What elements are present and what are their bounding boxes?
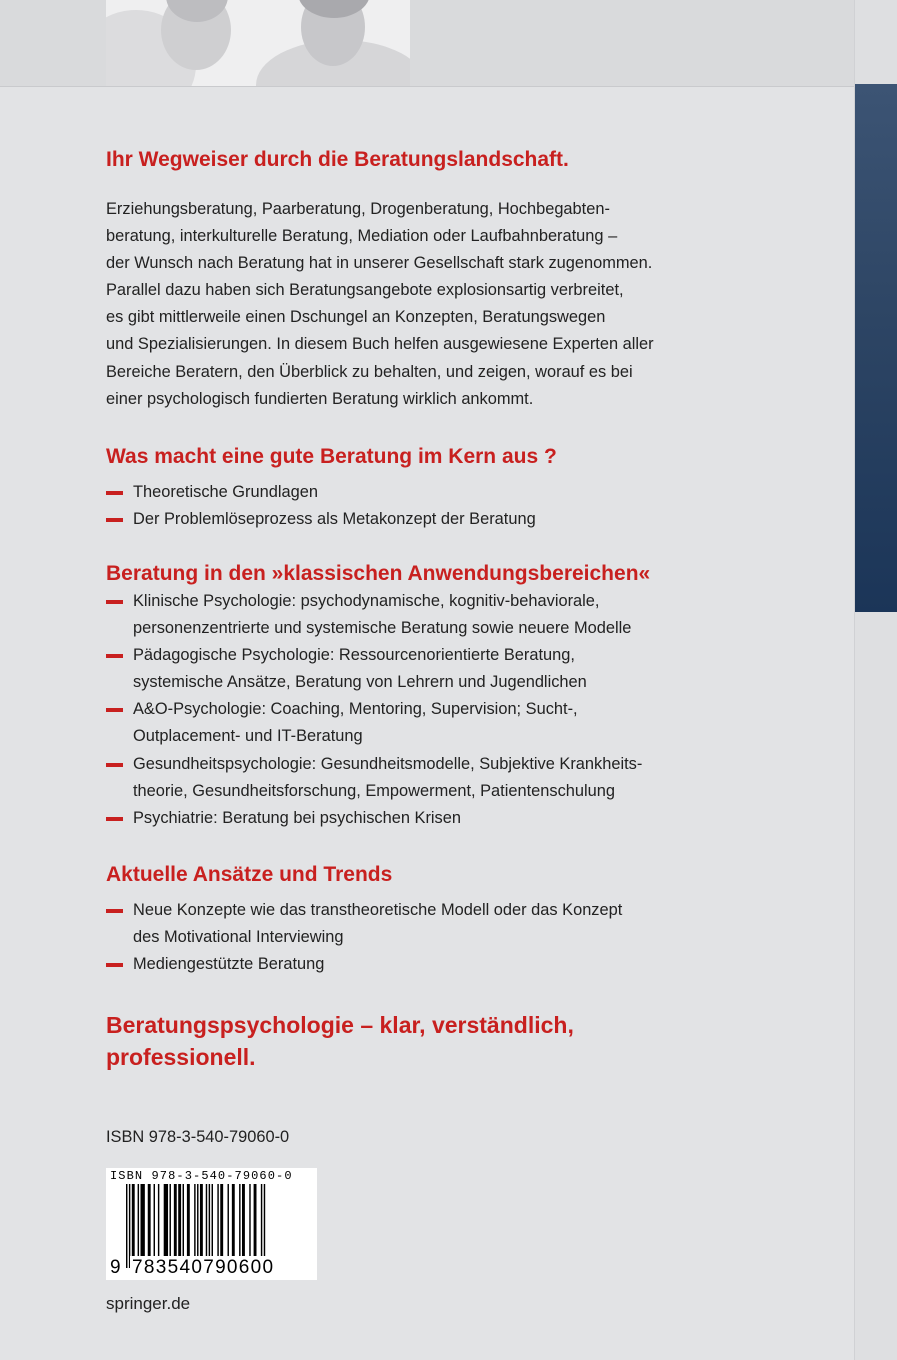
bullet-list-trends (106, 897, 622, 978)
isbn-label: ISBN 978-3-540-79060-0 (106, 1128, 290, 1146)
barcode-bar (132, 1184, 135, 1256)
list-item: A&O-Psychologie: Coaching, Mentoring, Supervision; Sucht-, Outplacement- und IT-Beratung (106, 696, 642, 750)
barcode-bar (183, 1184, 184, 1256)
main-headline: Ihr Wegweiser durch die Beratungslandschaft. (106, 148, 569, 171)
intro-line: und Spezialisierungen. In diesem Buch helfen ausgewiesene Experten aller (106, 335, 654, 354)
cover-photo (106, 0, 410, 86)
barcode-bar (206, 1184, 207, 1256)
bullet-dash (106, 491, 123, 495)
intro-line: einer psychologisch fundierten Beratung wirklich ankommt. (106, 389, 534, 408)
barcode-bar (212, 1184, 213, 1256)
intro-line: der Wunsch nach Beratung hat in unserer Gesellschaft stark zugenommen. (106, 254, 653, 273)
list-item: Neue Konzepte wie das transtheoretische Modell oder das Konzept des Motivational Interviewing (106, 897, 622, 951)
barcode-bar (170, 1184, 171, 1256)
barcode-bar (232, 1184, 235, 1256)
bullet-dash (106, 600, 123, 604)
barcode-bar (194, 1184, 195, 1256)
barcode-bar (200, 1184, 203, 1256)
spine-color-band (855, 84, 897, 612)
barcode-bar (158, 1184, 159, 1256)
barcode-bar (141, 1184, 145, 1256)
barcode-bar (178, 1184, 181, 1256)
intro-line: beratung, interkulturelle Beratung, Mediation oder Laufbahnberatung – (106, 227, 618, 246)
barcode-digit-group: 783540790600 (132, 1257, 275, 1278)
closing-line: professionell. (106, 1044, 256, 1070)
bullet-dash (106, 708, 123, 712)
barcode-bar (254, 1184, 257, 1256)
closing-line: Beratungspsychologie – klar, verständlich, (106, 1012, 574, 1038)
barcode-bar (138, 1184, 139, 1256)
cover-photo-strip (0, 0, 855, 87)
intro-line: Parallel dazu haben sich Beratungsangebote explosionsartig verbreitet, (106, 281, 624, 300)
bullet-dash (106, 518, 123, 522)
section-heading-applications: Beratung in den »klassischen Anwendungsbereichen« (106, 562, 651, 585)
section-heading-core: Was macht eine gute Beratung im Kern aus ? (106, 445, 557, 468)
bullet-dash (106, 909, 123, 913)
barcode-bar (148, 1184, 151, 1256)
list-item: Mediengestützte Beratung (106, 951, 622, 978)
barcode-bar (209, 1184, 210, 1256)
barcode-bar (154, 1184, 155, 1256)
intro-paragraph (106, 196, 666, 413)
intro-line: Bereiche Beratern, den Überblick zu behalten, und zeigen, worauf es bei (106, 362, 633, 381)
bullet-dash (106, 817, 123, 821)
barcode-bar (164, 1184, 168, 1256)
section-heading-trends: Aktuelle Ansätze und Trends (106, 863, 393, 886)
intro-line: es gibt mittlerweile einen Dschungel an Konzepten, Beratungswegen (106, 308, 606, 327)
list-item: Pädagogische Psychologie: Ressourcenorientierte Beratung, systemische Ansätze, Beratung von Lehrern und Jugendlichen (106, 642, 642, 696)
barcode-bar (174, 1184, 177, 1256)
list-item: Klinische Psychologie: psychodynamische, kognitiv-behaviorale, personenzentrierte und systemische Beratung sowie neuere Modelle (106, 588, 642, 642)
barcode-bar (242, 1184, 245, 1256)
barcode-bar (220, 1184, 223, 1256)
barcode-first-digit: 9 (110, 1257, 121, 1278)
bullet-list-core (106, 479, 536, 533)
list-item: Der Problemlöseprozess als Metakonzept der Beratung (106, 506, 536, 533)
barcode-bar (217, 1184, 218, 1256)
barcode-bar (197, 1184, 198, 1256)
barcode-digits (106, 1256, 317, 1280)
list-item: Theoretische Grundlagen (106, 479, 536, 506)
barcode-bar (187, 1184, 190, 1256)
isbn-barcode (106, 1168, 317, 1280)
bullet-dash (106, 654, 123, 658)
closing-slogan (106, 1009, 574, 1073)
bullet-dash (106, 763, 123, 767)
barcode-bar (228, 1184, 229, 1256)
barcode-bar (239, 1184, 240, 1256)
barcode-bar (249, 1184, 250, 1256)
bullet-list-applications (106, 588, 642, 832)
barcode-isbn-text: ISBN 978-3-540-79060-0 (110, 1169, 293, 1183)
bullet-dash (106, 963, 123, 967)
publisher-website: springer.de (106, 1294, 191, 1313)
list-item: Psychiatrie: Beratung bei psychischen Krisen (106, 805, 642, 832)
intro-line: Erziehungsberatung, Paarberatung, Drogenberatung, Hochbegabten- (106, 200, 610, 218)
list-item: Gesundheitspsychologie: Gesundheitsmodelle, Subjektive Krankheits- theorie, Gesundheitsforschung, Empowerment, Patientenschulung (106, 751, 642, 805)
